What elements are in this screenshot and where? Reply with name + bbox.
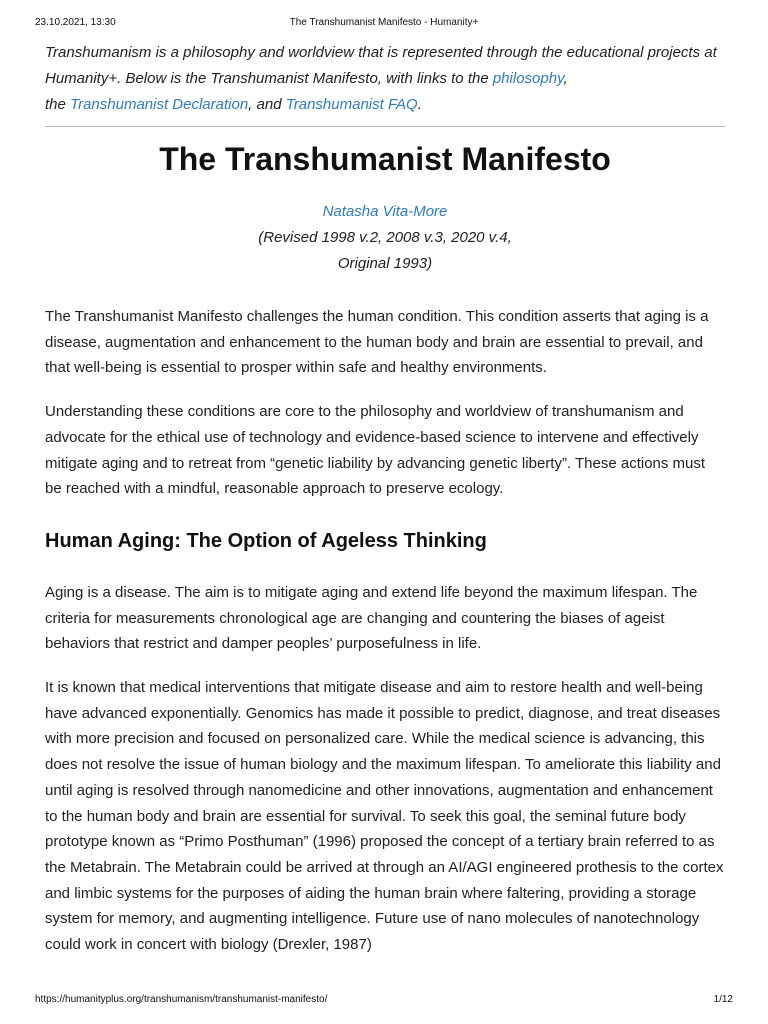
revision-note: Original 1993): [337, 255, 433, 272]
transhumanist-declaration-link[interactable]: Transhumanist Declaration: [70, 96, 249, 113]
intro-text: , and: [248, 96, 286, 113]
print-footer: [35, 994, 733, 1008]
intro-text: ,: [563, 70, 568, 87]
section-heading: Human Aging: The Option of Ageless Thinking: [45, 529, 487, 552]
body-paragraph: The Transhumanist Manifesto challenges the human condition. This condition asserts that aging is a disease, augmentation and enhancement to the human body and brain are essential to prevail, and that well-being is essential to prosper within safe and healthy environments.: [45, 308, 709, 377]
body-paragraph: Aging is a disease. The aim is to mitigate aging and extend life beyond the maximum lifespan. The criteria for measurements chronological age are changing and countering the biases of ageist behaviors that restrict and damper peoples’ purposefulness in life.: [45, 583, 698, 653]
page-url: https://humanityplus.org/transhumanism/transhumanist-manifesto/: [35, 994, 328, 1005]
print-header: [35, 17, 733, 31]
intro-text: the: [45, 96, 71, 113]
philosophy-link[interactable]: philosophy: [492, 70, 564, 87]
transhumanist-faq-link[interactable]: Transhumanist FAQ: [285, 96, 418, 113]
page-number: 1/12: [713, 994, 733, 1005]
page-title: The Transhumanist Manifesto: [159, 141, 611, 177]
intro-text: .: [417, 96, 422, 113]
intro-text: Transhumanism is a philosophy and worldview that is represented through the educational projects at Humanity+. Below is the Transhumanist Manifesto, with links to the: [45, 44, 717, 87]
print-datetime: 23.10.2021, 13:30: [35, 17, 116, 28]
byline: [45, 199, 725, 277]
body-paragraph: It is known that medical interventions that mitigate disease and aim to restore health and well-being have advanced exponentially. Genomics has made it possible to predict, diagnose, and treat diseases with more precision and focused on personalized care. While the medical science is advancing, this does not resolve the issue of human biology and the maximum lifespan. To ameliorate this liability and until aging is resolved through nanomedicine and other innovations, augmentation and enhancement to the human body and brain are essential for survival. To seek this goal, the seminal future body prototype known as “Primo Posthuman” (1996) proposed the concept of a tertiary brain referred to as the Metabrain. The Metabrain could be arrived at through an AI/AGI engineered prothesis to the cortex and limbic systems for the purposes of aiding the human brain where faltering, providing a storage system for memory, and augmenting intelligence. Future use of nano molecules of nanotechnology could work in concert with biology (Drexler, 1987): [45, 679, 724, 954]
intro-paragraph: [45, 40, 725, 118]
print-page-title: The Transhumanist Manifesto - Humanity+: [289, 17, 479, 28]
author-link[interactable]: Natasha Vita-More: [322, 203, 448, 220]
article-content: [45, 40, 725, 958]
divider: [45, 126, 725, 127]
body-paragraph: Understanding these conditions are core to the philosophy and worldview of transhumanism and advocate for the ethical use of technology and evidence-based science to intervene and effectively mitigate aging and to retreat from “genetic liability by advancing genetic liberty”. These actions must be reached with a mindful, reasonable approach to preserve ecology.: [45, 403, 706, 498]
revision-note: (Revised 1998 v.2, 2008 v.3, 2020 v.4,: [258, 229, 512, 246]
